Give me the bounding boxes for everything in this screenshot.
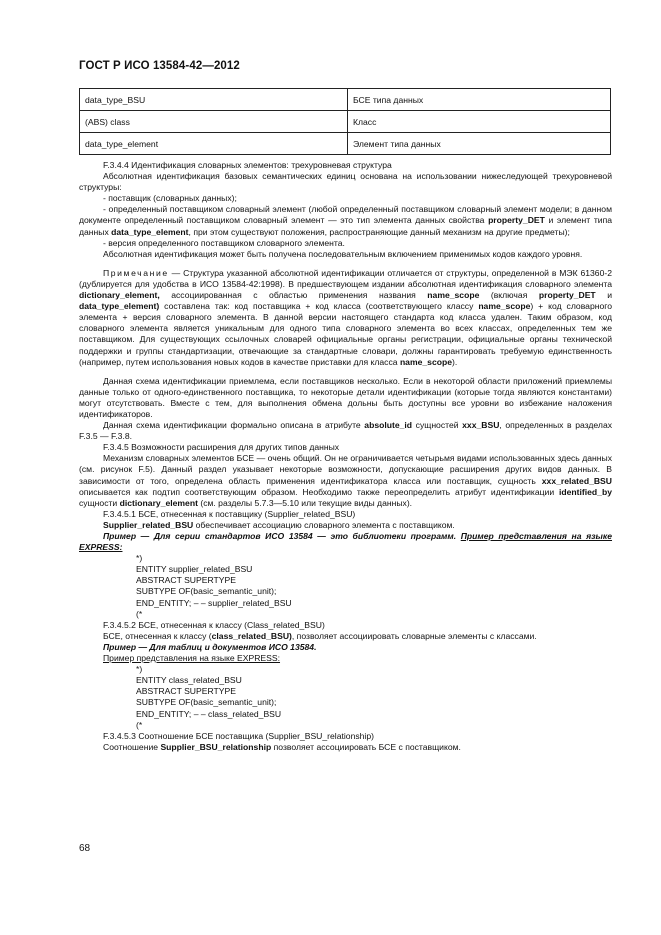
paragraph: Данная схема идентификации формально описана в атрибуте absolute_id сущностей xxx_BSU, определенных в разделах F.3.5 — F.3.8. [79,420,613,442]
paragraph: Supplier_related_BSU обеспечивает ассоциацию словарного элемента с поставщиком. [103,519,455,530]
code-block [79,664,612,731]
code-line: *) [136,664,143,675]
section-heading: F.3.4.5.1 БСЕ, отнесенная к поставщику (Supplier_related_BSU) [103,508,356,519]
table-cell: Элемент типа данных [348,133,611,155]
example-caption: Пример представления на языке EXPRESS: [103,653,281,664]
section-heading: F.3.4.5.2 БСЕ, отнесенная к классу (Class_related_BSU) [103,619,325,630]
section-heading: F.3.4.4 Идентификация словарных элементов: трехуровневая структура [103,160,392,170]
paragraph: Абсолютная идентификация базовых семантических единиц основана на использовании нижеследующей трехуровневой структуры: [79,171,612,193]
code-line: ENTITY class_related_BSU [136,675,242,686]
code-line: SUBTYPE OF(basic_semantic_unit); [136,586,277,597]
code-line: *) [136,553,143,564]
table-row [80,111,611,133]
code-line: SUBTYPE OF(basic_semantic_unit); [136,697,277,708]
code-line: ENTITY supplier_related_BSU [136,564,253,575]
list-item: - версия определенного поставщиком словарного элемента. [103,237,345,248]
example-paragraph: Пример — Для серии стандартов ИСО 13584 — это библиотеки программ. Пример представления на языке EXPRESS: [79,531,613,553]
page-number: 68 [79,843,91,854]
paragraph: Данная схема идентификации приемлема, если поставщиков несколько. Если в некоторой области приложений приемлемы данные только от одного-единственного поставщика, то некоторые детали идентификации (которые тогда являются константами) могут отсутствовать. Вместе с тем, для выполнения обмена дольны быть доступны все уровни во избежание наложения идентификаторов. [79,375,612,419]
example-paragraph: Пример — Для таблиц и документов ИСО 13584. [103,641,317,652]
section-heading: F.3.4.5.3 Соотношение БСЕ поставщика (Supplier_BSU_relationship) [103,730,374,741]
table-cell: Класс [348,111,611,133]
document-body [79,160,612,753]
table-cell: (ABS) class [80,111,348,133]
section-heading: F.3.4.5 Возможности расширения для других типов данных [103,442,340,453]
table-row [80,133,611,155]
table-cell: БСЕ типа данных [348,89,611,111]
table-cell: data_type_BSU [80,89,348,111]
table-row [80,89,611,111]
paragraph: Соотношение Supplier_BSU_relationship позволяет ассоциировать БСЕ с поставщиком. [103,741,461,752]
paragraph: БСЕ, отнесенная к классу (class_related_BSU), позволяет ассоциировать словарные элементы с классами. [103,630,537,641]
code-line: (* [136,608,143,619]
code-line: END_ENTITY; – – class_related_BSU [136,708,282,719]
note-paragraph: Примечание — Структура указанной абсолютной идентификации отличается от структуры, определенной в МЭК 61360-2 (дублируется для удобства в ИСО 13584-42:1998). В предшествующем издании абсолютная идентификация словарного элемента dictionary_element, ассоциированная с областью применения названия name_scope (включая property_DET и data_type_element) составлена так: код поставщика + код класса (соответствующего классу name_scope) + код словарного элемента + версия словарного элемента. В данной версии настоящего стандарта код класса удален. Таким образом, код словарного элемента является уникальным для одного типа словарного элемента во всех классах, определенных тем же поставщиком. Для существующих ссылочных словарей официальные органы регистрации, официальные органы технической поддержки и группы стандартизации, отвечающие за стандартные словари, должны гарантировать требуемую единственность (например, путем использования новых кодов в качестве приставки для класса name_scope). [79,267,612,367]
code-line: END_ENTITY; – – supplier_related_BSU [136,597,292,608]
document-header: ГОСТ Р ИСО 13584-42—2012 [79,60,240,72]
code-line: ABSTRACT SUPERTYPE [136,686,236,697]
term-table [79,88,611,155]
table-cell: data_type_element [80,133,348,155]
list-item: - определенный поставщиком словарный элемент (любой определенный поставщиком словарный элемент модели; в данном документе определенный поставщиком словарный элемент — это тип элемента данных свойства property_DET и элемент типа данных data_type_element, при этом существуют положения, распространяющие данный механизм на другие предметы); [79,204,612,237]
code-line: (* [136,719,143,730]
list-item: - поставщик (словарных данных); [103,193,237,204]
code-line: ABSTRACT SUPERTYPE [136,575,236,586]
paragraph: Механизм словарных элементов БСЕ — очень общий. Он не ограничивается четырьмя видами использованных здесь данных (см. рисунок F.5). Данный раздел указывает некоторые возможности, допускающие расширения других видов данных. В зависимости от того, определена область применения идентификатора класса или поставщик, сущность xxx_related_BSU описывается как подтип соответствующим образом. Необходимо также переопределить атрибут идентификации identified_by сущности dictionary_element (см. разделы 5.7.3—5.10 или текущие виды данных). [79,453,612,508]
paragraph: Абсолютная идентификация может быть получена последовательным включением применимых кодов каждого уровня. [103,248,583,259]
code-block [79,553,612,620]
